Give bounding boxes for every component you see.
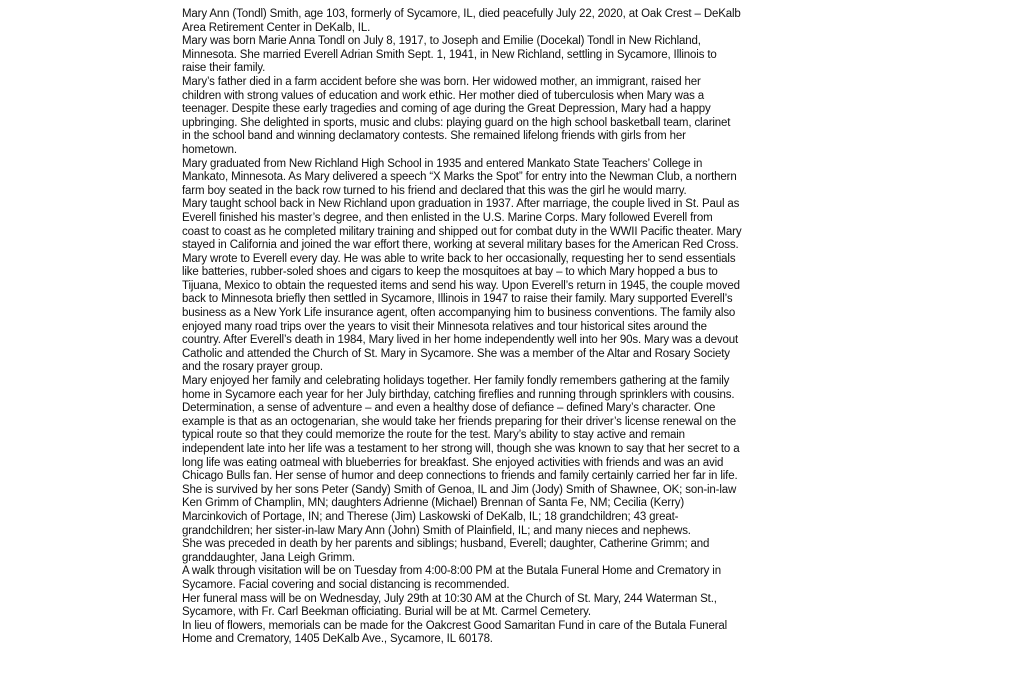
paragraph-death-notice: Mary Ann (Tondl) Smith, age 103, formerly of Sycamore, IL, died peacefully July 22, 2020, at Oak Crest – DeKalb Area Retirement Center in DeKalb, IL. (182, 8, 741, 34)
paragraph-visitation: A walk through visitation will be on Tuesday from 4:00-8:00 PM at the Butala Funeral Home and Crematory in Sycamore. Facial covering and social distancing is recommended. (182, 565, 721, 591)
paragraph-education: Mary graduated from New Richland High School in 1935 and entered Mankato State Teachers’ College in Mankato, Minnesota. As Mary delivered a speech “X Marks the Spot” for entry into the Newman Club, a northern farm boy seated in the back row turned to his friend and declared that this was the girl he would marry. (182, 157, 737, 197)
paragraph-career-war: Mary taught school back in New Richland upon graduation in 1937. After marriage, the couple lived in St. Paul as Everell finished his master’s degree, and then enlisted in the U.S. Marine Corps. Mary followed Everell from coast to coast as he completed military training and shipped out for combat duty in the WWII Pacific theater. Mary stayed in California and joined the war effort there, working at several military bases for the American Red Cross. Mary wrote to Everell every day. He was able to write back to her occasionally, requesting her to send essentials like batteries, rubber-soled shoes and cigars to keep the mosquitoes at bay – to which Mary hopped a bus to Tijuana, Mexico to obtain the requested items and send his way. Upon Everell’s return in 1945, the couple moved back to Minnesota briefly then settled in Sycamore, Illinois in 1947 to raise their family. Mary supported Everell’s business as a New York Life insurance agent, often accompanying him to business conventions. The family also enjoyed many road trips over the years to visit their Minnesota relatives and tour historical sites around the country. After Everell’s death in 1984, Mary lived in her home independently well into her 90s. Mary was a devout Catholic and attended the Church of St. Mary in Sycamore. She was a member of the Altar and Rosary Society and the rosary prayer group. (182, 198, 742, 374)
paragraph-memorials: In lieu of flowers, memorials can be made for the Oakcrest Good Samaritan Fund in care of the Butala Funeral Home and Crematory, 1405 DeKalb Ave., Sycamore, IL 60178. (182, 619, 728, 646)
paragraph-survivors: She is survived by her sons Peter (Sandy) Smith of Genoa, IL and Jim (Jody) Smith of Shawnee, OK; son-in-law Ken Grimm of Champlin, MN; daughters Adrienne (Michael) Brennan of Santa Fe, NM; Cecilia (Kerry) Marcinkovich of Portage, IN; and Therese (Jim) Laskowski of DeKalb, IL; 18 grandchildren; 43 great-grandchildren; her sister-in-law Mary Ann (John) Smith of Plainfield, IL; and many nieces and nephews. (182, 483, 737, 537)
paragraph-preceded: She was preceded in death by her parents and siblings; husband, Everell; daughter, Catherine Grimm; and granddaughter, Jana Leigh Grimm. (182, 538, 710, 564)
paragraph-childhood: Mary’s father died in a farm accident before she was born. Her widowed mother, an immigrant, raised her children with strong values of education and work ethic. Her mother died of tuberculosis when Mary was a teenager. Despite these early tragedies and coming of age during the Great Depression, Mary had a happy upbringing. She delighted in sports, music and clubs: playing guard on the high school basketball team, clarinet in the school band and winning declamatory contests. She remained lifelong friends with girls from her hometown. (182, 75, 731, 156)
paragraph-funeral-mass: Her funeral mass will be on Wednesday, July 29th at 10:30 AM at the Church of St. Mary, 244 Waterman St., Sycamore, with Fr. Carl Beekman officiating. Burial will be at Mt. Carmel Cemetery. (182, 592, 717, 619)
paragraph-birth-marriage: Mary was born Marie Anna Tondl on July 8, 1917, to Joseph and Emilie (Docekal) Tondl in New Richland, Minnesota. She married Everell Adrian Smith Sept. 1, 1941, in New Richland, settling in Sycamore, Illinois to raise their family. (182, 35, 717, 75)
paragraph-family-character: Mary enjoyed her family and celebrating holidays together. Her family fondly remembers gathering at the family home in Sycamore each year for her July birthday, catching fireflies and running through sprinklers with cousins. Determination, a sense of adventure – and even a healthy dose of defiance – defined Mary’s character. One example is that as an octogenarian, she would take her friends preparing for their driver’s license renewal on the typical route so that they could memorize the route for the test. Mary’s ability to stay active and remain independent late into her life was a testament to her strong will, though she was known to say that her secret to a long life was eating oatmeal with blueberries for breakfast. She enjoyed activities with friends and was an avid Chicago Bulls fan. Her sense of humor and deep connections to friends and family certainly carried her far in life. (182, 375, 740, 483)
obituary-document (182, 8, 742, 647)
